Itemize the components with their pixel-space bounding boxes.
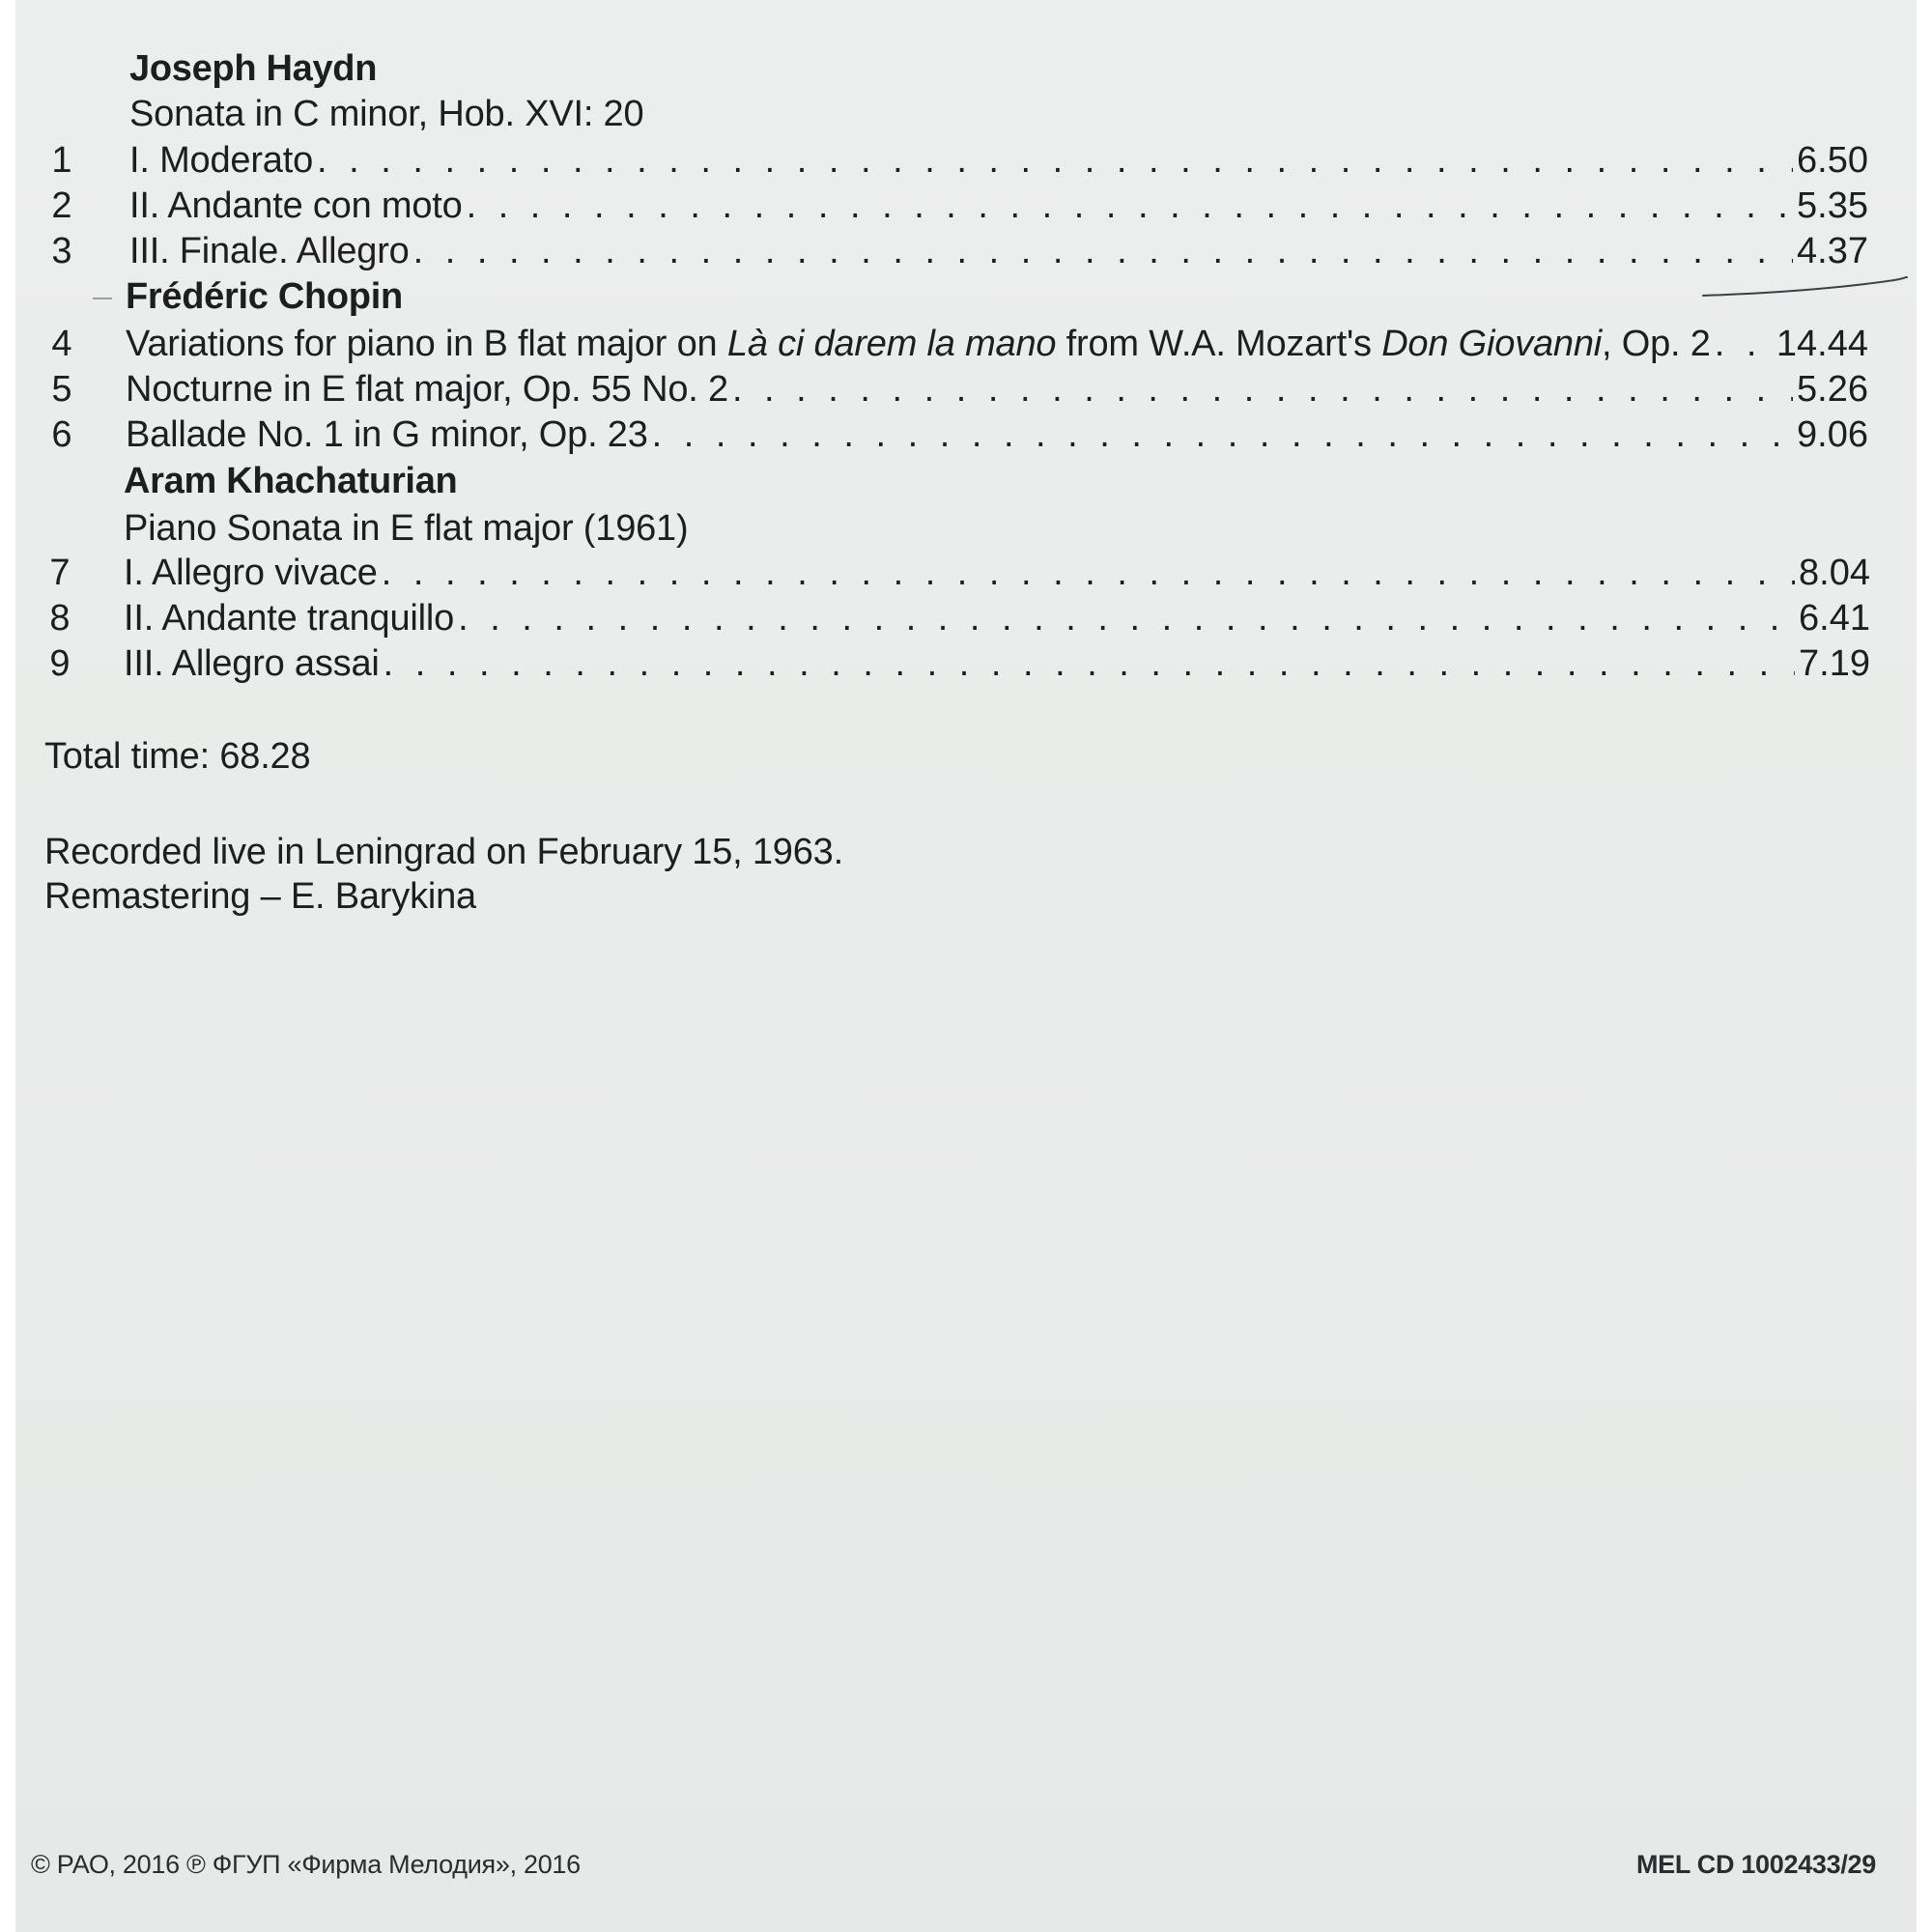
track-row	[41, 551, 1870, 595]
track-number: 9	[49, 643, 71, 684]
track-title: I. Moderato	[129, 140, 314, 181]
track-row	[43, 367, 1868, 412]
pen-underline-mark	[1701, 272, 1909, 301]
dot-leader	[382, 551, 1795, 595]
work-title-haydn-sonata: Sonata in C minor, Hob. XVI: 20	[129, 94, 644, 134]
dot-leader	[384, 641, 1795, 686]
recording-note: Recorded live in Leningrad on February 15, 1963.	[44, 832, 843, 872]
composer-heading-chopin: Frédéric Chopin	[126, 276, 403, 317]
opera-title-italic: Don Giovanni	[1381, 324, 1603, 364]
track-duration: 6.50	[1797, 140, 1868, 181]
track-row	[41, 596, 1870, 640]
remastering-credit: Remastering – E. Barykina	[44, 876, 476, 917]
track-row	[43, 229, 1868, 273]
dot-leader	[732, 367, 1793, 412]
track-number: 4	[51, 324, 72, 364]
track-title: Variations for piano in B flat major on Là ci darem la mano from W.A. Mozart's Don Giovanni, Op. 2	[126, 324, 1711, 364]
booklet-page	[15, 0, 1917, 1932]
track-title: III. Allegro assai	[124, 643, 380, 684]
dot-leader	[652, 412, 1793, 457]
track-number: 5	[51, 369, 72, 410]
stray-mark	[93, 298, 112, 299]
dot-leader	[317, 138, 1793, 183]
dot-leader	[467, 184, 1793, 228]
track-duration: 5.26	[1797, 369, 1868, 410]
dot-leader	[458, 596, 1795, 640]
work-title-khachaturian-sonata: Piano Sonata in E flat major (1961)	[124, 508, 689, 549]
track-title: II. Andante tranquillo	[124, 598, 455, 639]
track-number: 1	[51, 140, 72, 181]
dot-leader	[1715, 322, 1773, 366]
track-title: I. Allegro vivace	[124, 553, 378, 593]
track-number: 2	[51, 185, 72, 226]
track-duration: 4.37	[1797, 231, 1868, 271]
track-duration: 7.19	[1799, 643, 1870, 684]
track-duration: 9.06	[1797, 414, 1868, 455]
composer-heading-khachaturian: Aram Khachaturian	[124, 461, 458, 501]
track-row	[43, 322, 1868, 366]
track-duration: 5.35	[1797, 185, 1868, 226]
track-row	[43, 412, 1868, 457]
catalog-number: MEL CD 1002433/29	[1635, 1850, 1876, 1879]
track-title: III. Finale. Allegro	[129, 231, 410, 271]
track-title: II. Andante con moto	[129, 185, 463, 226]
total-time: Total time: 68.28	[44, 736, 311, 777]
track-number: 8	[49, 598, 71, 639]
track-number: 3	[51, 231, 72, 271]
composer-heading-haydn: Joseph Haydn	[129, 48, 378, 89]
track-number: 6	[51, 414, 72, 455]
track-title: Ballade No. 1 in G minor, Op. 23	[126, 414, 648, 455]
dot-leader	[413, 229, 1793, 273]
copyright-notice: © РАО, 2016 ℗ ФГУП «Фирма Мелодия», 2016	[31, 1850, 581, 1879]
track-row	[43, 184, 1868, 228]
track-row	[43, 138, 1868, 183]
track-duration: 14.44	[1776, 324, 1868, 364]
track-row	[41, 641, 1870, 686]
track-title: Nocturne in E flat major, Op. 55 No. 2	[126, 369, 728, 410]
track-duration: 6.41	[1799, 598, 1870, 639]
track-duration: 8.04	[1799, 553, 1870, 593]
aria-title-italic: Là ci darem la mano	[726, 324, 1057, 364]
track-number: 7	[49, 553, 71, 593]
